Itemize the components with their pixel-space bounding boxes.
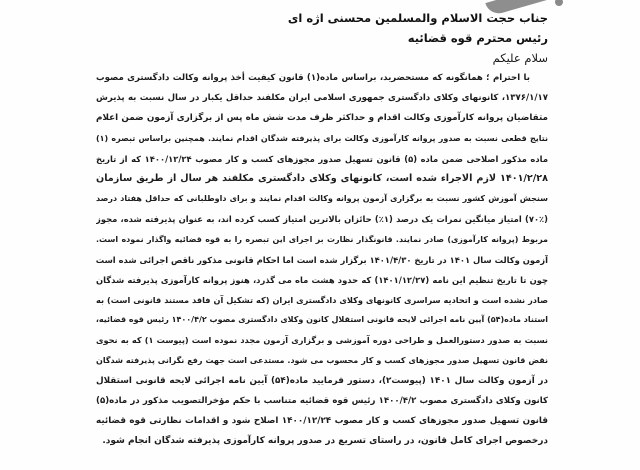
body-line: نسبت به صدور دستورالعمل و طراحی دوره آموزشی و برگزاری آزمون مجدد نموده است (پیوست ۱) که به نحوی bbox=[96, 335, 548, 346]
body-line: سنجش آموزش کشور نسبت به برگزاری آزمون پروانه وکالت اقدام نمایند و برای داوطلبانی که حداقل هفتاد درصد bbox=[96, 194, 548, 204]
body-line: متقاضیان پروانه کارآموزی وکالت اقدام و حداکثر ظرف مدت شش ماه پس از برگزاری آزمون ضمن اعلام bbox=[96, 113, 548, 124]
body-line: درخصوص اجرای کامل قانون، در راستای تسریع در صدور پروانه کارآموزی پذیرفته شدگان انجام شود. bbox=[102, 436, 548, 447]
body-line: ۱۴۰۱/۲/۲۸ لازم الاجراء شده است، کانونهای وکلای دادگستری مکلفند هر سال از طریق سازمان bbox=[96, 172, 548, 184]
body-line: ماده مذکور اصلاحی ضمن ماده (۵) قانون تسهیل صدور مجوزهای کسب و کار مصوب ۱۴۰۰/۱۲/۲۴ که از تاریخ bbox=[96, 153, 548, 164]
paperclip-dot bbox=[555, 0, 563, 6]
greeting: سلام علیکم bbox=[492, 51, 548, 65]
body-line: قانون تسهیل صدور مجوزهای کسب و کار مصوب ۱۴۰۰/۱۲/۲۴ اصلاح شود و اقدامات نظارتی قوه قضائیه bbox=[96, 416, 548, 427]
body-line: چون تا تاریخ تنظیم این نامه (۱۴۰۱/۱۲/۲۷) که حدود هشت ماه می گذرد، هنوز پروانه کارآموزی پذیرفته شدگان bbox=[96, 274, 548, 285]
body-line: نتایج قطعی نسبت به صدور پروانه کارآموزی وکالت برای پذیرفته شدگان اقدام نمایند. همچنین براساس تبصره (۱) bbox=[96, 133, 548, 143]
body-line: با احترام ؛ همانگونه که مستحضرید، براساس ماده(۱) قانون کیفیت أخذ پروانه وکالت دادگستری مصوب bbox=[96, 73, 530, 83]
body-line: نقض قانون تسهیل صدور مجوزهای کسب و کار محسوب می شود. مستدعی است جهت رفع نگرانی پذیرفته شدگان bbox=[96, 355, 548, 365]
body-line: (۷۰٪) امتیاز میانگین نمرات یک درصد (۱٪) حائزان بالاترین امتیاز کسب کرده اند، به عنوان پذیرفته شده، مجوز bbox=[96, 214, 548, 225]
letter-body bbox=[96, 68, 548, 452]
body-line: مربوط (پروانه کارآموزی) صادر نمایند. قانونگذار نظارت بر اجرای این تبصره را به قوه قضائیه واگذار نموده است. bbox=[96, 234, 548, 244]
body-line: صادر نشده است و اتحادیه سراسری کانونهای وکلای دادگستری ایران (که تشکیل آن فاقد مستند قانونی است) به bbox=[96, 295, 548, 306]
body-line: کانون وکلای دادگستری مصوب ۱۴۰۰/۴/۲ رئیس قوه قضائیه متناسب با حکم مؤخرالتصویب مذکور در ماده(۵) bbox=[96, 396, 548, 406]
recipient-title: رئیس محترم قوه قضائیه bbox=[407, 31, 548, 45]
recipient-name: جناب حجت الاسلام والمسلمین محسنی اژه ای bbox=[287, 11, 548, 25]
body-line: آزمون وکالت سال ۱۴۰۱ در تاریخ ۱۴۰۱/۴/۳۰ برگزار شده است اما احکام قانونی مذکور ناقص اجرائی شده است bbox=[96, 254, 548, 265]
body-line: استناد ماده(۵۴) آیین نامه اجرائی لایحه قانونی استقلال کانون وکلای دادگستری مصوب ۱۴۰۰/۴/۲ رئیس قوه قضائیه، bbox=[96, 315, 548, 325]
body-line: در آزمون وکالت سال ۱۴۰۱ (پیوست۲)، دستور فرمایید ماده(۵۴) آیین نامه اجرائی لایحه قانونی استقلال bbox=[96, 375, 548, 386]
letter-content bbox=[96, 8, 548, 452]
body-line: ۱۳۷۶/۱/۱۷، کانونهای وکلای دادگستری جمهوری اسلامی ایران مکلفند حداقل یکبار در سال نسبت به پذیرش bbox=[96, 93, 548, 104]
